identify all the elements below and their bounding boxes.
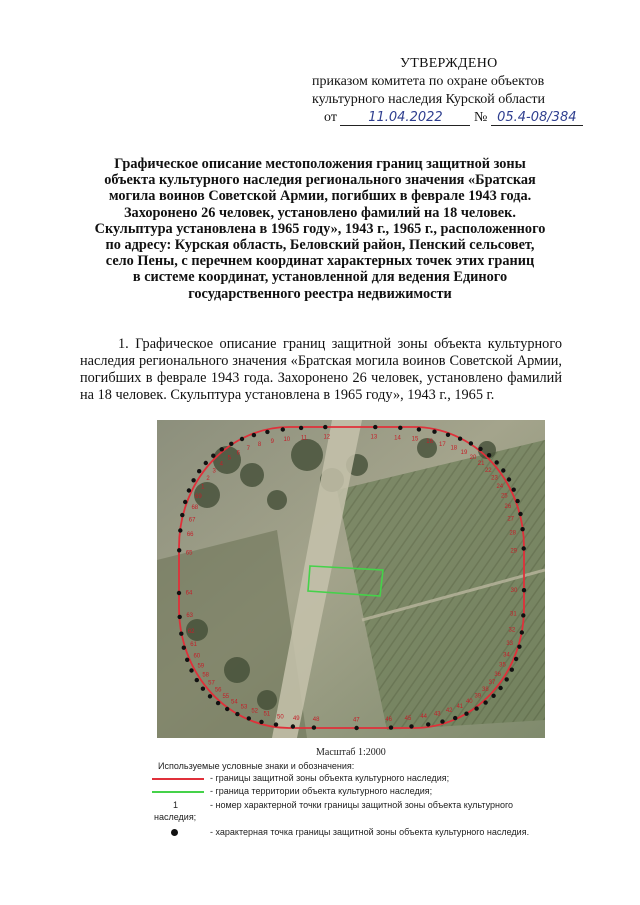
legend-protective-zone: - границы защитной зоны объекта культурного наследия; [210, 773, 450, 783]
heading-line: в системе координат, установленной для ведения Единого [132, 269, 508, 286]
heading-line: могила воинов Советской Армии, погибших в феврале 1943 года. [108, 188, 532, 205]
characteristic-point [195, 678, 199, 682]
characteristic-point [191, 478, 195, 482]
point-number-label: 10 [283, 436, 291, 443]
characteristic-point [432, 430, 436, 434]
heading-line: по адресу: Курская область, Беловский район, Пенский сельсовет, [105, 237, 535, 254]
point-number-label: 31 [510, 611, 517, 618]
heading-line: Захоронено 26 человек, установлено фамилий на 18 человек. [124, 204, 516, 221]
point-number-label: 46 [385, 717, 393, 724]
point-symbol [171, 829, 178, 836]
point-number-label: 29 [510, 548, 518, 555]
characteristic-point [389, 725, 393, 729]
characteristic-point [211, 454, 215, 458]
point-number-label: 9 [270, 439, 274, 446]
point-number-label: 50 [277, 714, 284, 721]
point-number-label: 3 [212, 468, 216, 475]
point-number-label: 43 [433, 711, 441, 718]
characteristic-point [398, 426, 402, 430]
point-number-label: 36 [494, 671, 502, 678]
characteristic-point [259, 720, 263, 724]
characteristic-point [517, 645, 521, 649]
point-number-label: 59 [197, 663, 205, 670]
point-number-label: 30 [510, 587, 518, 594]
characteristic-point [495, 460, 499, 464]
characteristic-point [521, 613, 525, 617]
point-number-label: 21 [477, 461, 485, 467]
point-number-label: 45 [404, 716, 412, 722]
point-number-label: 12 [323, 434, 331, 441]
point-number-label: 47 [352, 717, 360, 724]
characteristic-point [518, 512, 522, 516]
characteristic-point [514, 657, 518, 661]
from-label: от [324, 110, 337, 125]
characteristic-point [354, 726, 358, 730]
point-number-label: 13 [370, 434, 378, 441]
characteristic-point [520, 527, 524, 531]
number-label: № [473, 110, 488, 125]
green-line-symbol [152, 791, 204, 793]
characteristic-point [177, 591, 181, 595]
characteristic-point [291, 724, 295, 728]
characteristic-point [373, 425, 377, 429]
point-number-label: 56 [214, 687, 222, 694]
characteristic-point [185, 658, 189, 662]
point-number-label: 33 [506, 641, 514, 647]
characteristic-point [178, 615, 182, 619]
characteristic-point [187, 488, 191, 492]
point-number-label: 63 [186, 613, 194, 619]
characteristic-point [312, 725, 316, 729]
characteristic-point [409, 724, 413, 728]
characteristic-point [197, 469, 201, 473]
characteristic-point [252, 433, 256, 437]
characteristic-point [522, 588, 526, 592]
characteristic-point [201, 687, 205, 691]
paragraph-text: 1. Графическое описание границ защитной зоны объекта культурного наследия регионального значения «Братская могила воинов Советской Армии, погибших в феврале 1943 года. Захоронено 26 человек, установлено фамилий на 18 человек. Скульптура установлена в 1965 году», 1943 г., 1965 г. [80, 336, 562, 403]
characteristic-point [177, 548, 181, 552]
characteristic-point [464, 712, 468, 716]
characteristic-point [512, 488, 516, 492]
point-number-label: 51 [263, 711, 271, 718]
red-line-symbol [152, 778, 204, 780]
characteristic-point [235, 712, 239, 716]
point-number-label: 8 [257, 442, 262, 449]
characteristic-point [426, 722, 430, 726]
characteristic-point [469, 441, 473, 445]
approval-date-line [312, 109, 612, 127]
point-number-label: 66 [186, 531, 194, 538]
point-number-label: 39 [474, 693, 482, 700]
point-number-label: 38 [482, 687, 489, 694]
point-number-label: 16 [426, 438, 433, 445]
characteristic-point [487, 453, 491, 457]
heading-line: государственного реестра недвижимости [188, 285, 452, 302]
point-number-label: 54 [231, 699, 238, 706]
characteristic-point [265, 430, 269, 434]
heading-line: объекта культурного наследия регионального значения «Братская [104, 172, 536, 189]
heading-line: село Пены, с перечнем координат характерных точек этих границ [105, 253, 535, 270]
point-number-label: 52 [251, 708, 259, 715]
characteristic-point [417, 427, 421, 431]
point-number-label: 53 [240, 704, 248, 711]
point-number-label: 37 [488, 679, 496, 686]
approval-title: УТВЕРЖДЕНО [400, 56, 498, 71]
characteristic-point [507, 477, 511, 481]
point-number-label: 18 [450, 445, 458, 452]
approval-line-2: культурного наследия Курской области [312, 92, 546, 107]
point-number-label: 58 [202, 672, 210, 679]
characteristic-point [208, 694, 212, 698]
point-number-label: 15 [411, 436, 419, 443]
point-number-label: 19 [460, 449, 468, 456]
point-number-label: 26 [504, 504, 512, 511]
characteristic-point [520, 630, 524, 634]
legend-number-desc: - номер характерной точки границы защитной зоны объекта культурного [210, 800, 514, 810]
legend-territory: - граница территории объекта культурного наследия; [210, 786, 433, 796]
legend-number-sample: 1 [173, 800, 179, 810]
point-number-label: 22 [484, 467, 492, 474]
characteristic-point [483, 700, 487, 704]
point-number-label: 48 [312, 717, 320, 724]
characteristic-point [281, 427, 285, 431]
point-number-label: 61 [190, 642, 197, 648]
point-number-label: 44 [420, 714, 428, 721]
characteristic-point [323, 425, 327, 429]
point-number-label: 6 [236, 450, 240, 457]
document-heading [80, 156, 560, 302]
characteristic-point [183, 500, 187, 504]
characteristic-point [299, 426, 303, 430]
point-number-label: 34 [503, 652, 510, 659]
point-number-label: 1 [201, 484, 205, 491]
characteristic-point [458, 437, 462, 441]
characteristic-point [501, 468, 505, 472]
characteristic-point [179, 632, 183, 636]
point-number-label: 62 [187, 628, 195, 635]
point-number-label: 49 [292, 716, 300, 723]
characteristic-point [522, 546, 526, 550]
characteristic-point [247, 716, 251, 720]
characteristic-point [474, 706, 478, 710]
approval-line-1: приказом комитета по охране объектов [312, 74, 545, 89]
characteristic-point [178, 528, 182, 532]
point-number-label: 55 [222, 694, 230, 701]
point-number-label: 41 [456, 704, 464, 711]
point-number-label: 42 [445, 708, 453, 715]
characteristic-point [453, 716, 457, 720]
point-number-label: 60 [193, 653, 201, 660]
characteristic-point [274, 722, 278, 726]
point-number-label: 2 [206, 476, 210, 482]
characteristic-point [515, 499, 519, 503]
point-number-label: 23 [491, 475, 498, 482]
characteristic-point [446, 433, 450, 437]
characteristic-point [216, 701, 220, 705]
point-number-label: 40 [465, 699, 473, 706]
point-number-label: 4 [219, 461, 223, 468]
point-number-label: 7 [246, 445, 250, 452]
point-number-label: 27 [507, 516, 515, 523]
heading-line: Скульптура установлена в 1965 году», 1943 г., 1965 г., расположенного [94, 220, 546, 237]
map-scale: Масштаб 1:2000 [316, 747, 386, 758]
point-number-label: 11 [300, 435, 308, 442]
point-number-label: 69 [195, 494, 202, 501]
boundary-map [157, 420, 545, 738]
characteristic-point [510, 668, 514, 672]
approval-block [312, 55, 612, 127]
point-number-label: 65 [185, 550, 193, 557]
characteristic-point [180, 513, 184, 517]
point-number-label: 68 [191, 505, 199, 511]
characteristic-point [240, 437, 244, 441]
point-number-label: 64 [185, 590, 193, 597]
approval-date: 11.04.2022 [340, 110, 470, 126]
legend-caption: Используемые условные знаки и обозначения: [158, 761, 355, 771]
legend-point-desc: - характерная точка границы защитной зоны объекта культурного наследия. [210, 827, 530, 837]
section-1-paragraph [80, 336, 562, 404]
legend-number-desc-cont: наследия; [154, 812, 197, 822]
point-number-label: 32 [508, 627, 516, 634]
characteristic-point [498, 686, 502, 690]
point-number-label: 20 [469, 455, 477, 461]
point-number-label: 17 [439, 441, 446, 448]
characteristic-point [491, 694, 495, 698]
point-number-label: 5 [227, 455, 231, 462]
point-number-label: 25 [500, 493, 508, 500]
point-number-label: 24 [496, 483, 504, 490]
point-number-label: 67 [188, 517, 196, 524]
point-number-label: 14 [394, 435, 401, 442]
approval-number: 05.4-08/384 [491, 110, 583, 126]
characteristic-point [225, 707, 229, 711]
characteristic-point [220, 447, 224, 451]
characteristic-point [505, 677, 509, 681]
point-number-label: 28 [509, 530, 517, 537]
characteristic-point [204, 461, 208, 465]
characteristic-point [229, 442, 233, 446]
characteristic-point [440, 719, 444, 723]
characteristic-point [478, 447, 482, 451]
characteristic-point [189, 668, 193, 672]
point-number-label: 35 [499, 662, 506, 669]
point-number-label: 57 [208, 680, 215, 687]
heading-line: Графическое описание местоположения границ защитной зоны [114, 156, 526, 172]
characteristic-point [182, 646, 186, 650]
